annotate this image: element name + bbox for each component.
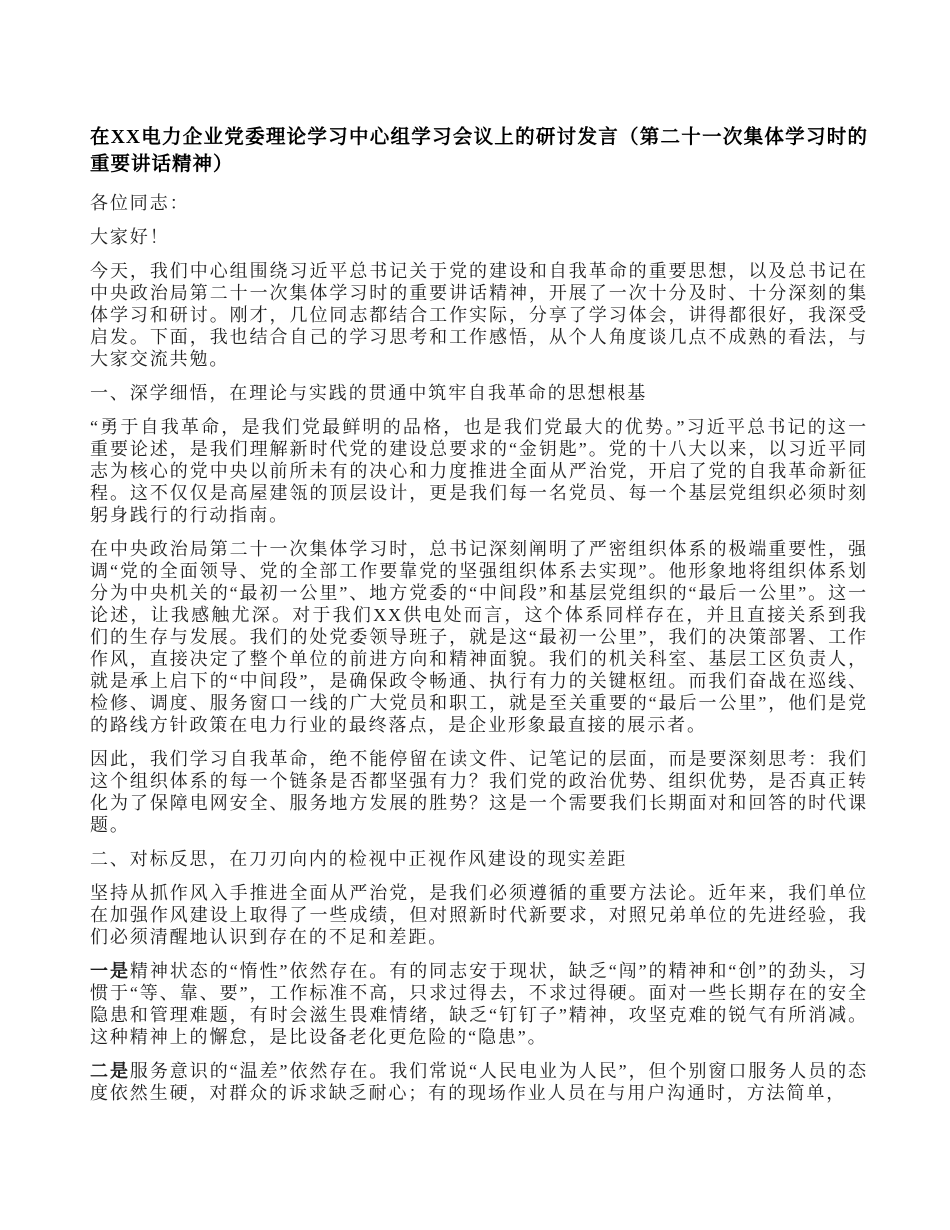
section1-paragraph-2: 在中央政治局第二十一次集体学习时，总书记深刻阐明了严密组织体系的极端重要性，强调“党的全面领导、党的全部工作要靠党的坚强组织体系去实现”。他形象地将组织体系划分为中央机关的“最初一公里”、地方党委的“中间段”和基层党组织的“最后一公里”。这一论述，让我感触尤深。对于我们XX供电处而言，这个体系同样存在，并且直接关系到我们的生存与发展。我们的处党委领导班子，就是这“最初一公里”，我们的决策部署、工作作风，直接决定了整个单位的前进方向和精神面貌。我们的机关科室、基层工区负责人，就是承上启下的“中间段”，是确保政令畅通、执行有力的关键枢纽。而我们奋战在巡线、检修、调度、服务窗口一线的广大党员和职工，就是至关重要的“最后一公里”，他们是党的路线方针政策在电力行业的最终落点，是企业形象最直接的展示者。 xyxy=(90,539,868,735)
salutation: 各位同志： xyxy=(90,193,190,213)
item-text: 精神状态的“惰性”依然存在。有的同志安于现状，缺乏“闯”的精神和“创”的劲头，习惯于“等、靠、要”，工作标准不高，只求过得去，不求过得硬。面对一些长期存在的安全隐患和管理难题，有时会滋生畏难情绪，缺乏“钉钉子”精神，攻坚克难的锐气有所消减。这种精神上的懈怠，是比设备老化更危险的“隐患”。 xyxy=(90,961,868,1047)
item-lead-bold: 一是 xyxy=(90,961,130,981)
section1-paragraph-1: “勇于自我革命，是我们党最鲜明的品格，也是我们党最大的优势。”习近平总书记的这一重要论述，是我们理解新时代党的建设总要求的“金钥匙”。党的十八大以来，以习近平同志为核心的党中央以前所未有的决心和力度推进全面从严治党，开启了党的自我革命新征程。这不仅仅是高屋建瓴的顶层设计，更是我们每一名党员、每一个基层党组织必须时刻躬身践行的行动指南。 xyxy=(90,417,868,525)
section1-paragraph-3: 因此，我们学习自我革命，绝不能停留在读文件、记笔记的层面，而是要深刻思考：我们这个组织体系的每一个链条是否都坚强有力？我们党的政治优势、组织优势，是否真正转化为了保障电网安全、服务地方发展的胜势？这是一个需要我们长期面对和回答的时代课题。 xyxy=(90,749,868,835)
section-heading-1: 一、深学细悟，在理论与实践的贯通中筑牢自我革命的思想根基 xyxy=(90,383,648,403)
item-text: 服务意识的“温差”依然存在。我们常说“人民电业为人民”，但个别窗口服务人员的态度依然生硬，对群众的诉求缺乏耐心；有的现场作业人员在与用户沟通时，方法简单， xyxy=(90,1061,868,1103)
section2-paragraph-1: 坚持从抓作风入手推进全面从严治党，是我们必须遵循的重要方法论。近年来，我们单位在加强作风建设上取得了一些成绩，但对照新时代新要求，对照兄弟单位的先进经验，我们必须清醒地认识到存在的不足和差距。 xyxy=(90,883,868,947)
section2-item-1 xyxy=(90,960,868,1048)
greeting: 大家好！ xyxy=(90,227,170,247)
section2-item-2 xyxy=(90,1060,868,1104)
item-lead-bold: 二是 xyxy=(90,1061,130,1081)
document-content xyxy=(90,124,868,1116)
document-title: 在XX电力企业党委理论学习中心组学习会议上的研讨发言（第二十一次集体学习时的重要讲话精神） xyxy=(90,127,868,175)
intro-paragraph: 今天，我们中心组围绕习近平总书记关于党的建设和自我革命的重要思想，以及总书记在中央政治局第二十一次集体学习时的重要讲话精神，开展了一次十分及时、十分深刻的集体学习和研讨。刚才，几位同志都结合工作实际，分享了学习体会，讲得都很好，我深受启发。下面，我也结合自己的学习思考和工作感悟，从个人角度谈几点不成熟的看法，与大家交流共勉。 xyxy=(90,261,868,369)
section-heading-2: 二、对标反思，在刀刃向内的检视中正视作风建设的现实差距 xyxy=(90,849,628,869)
